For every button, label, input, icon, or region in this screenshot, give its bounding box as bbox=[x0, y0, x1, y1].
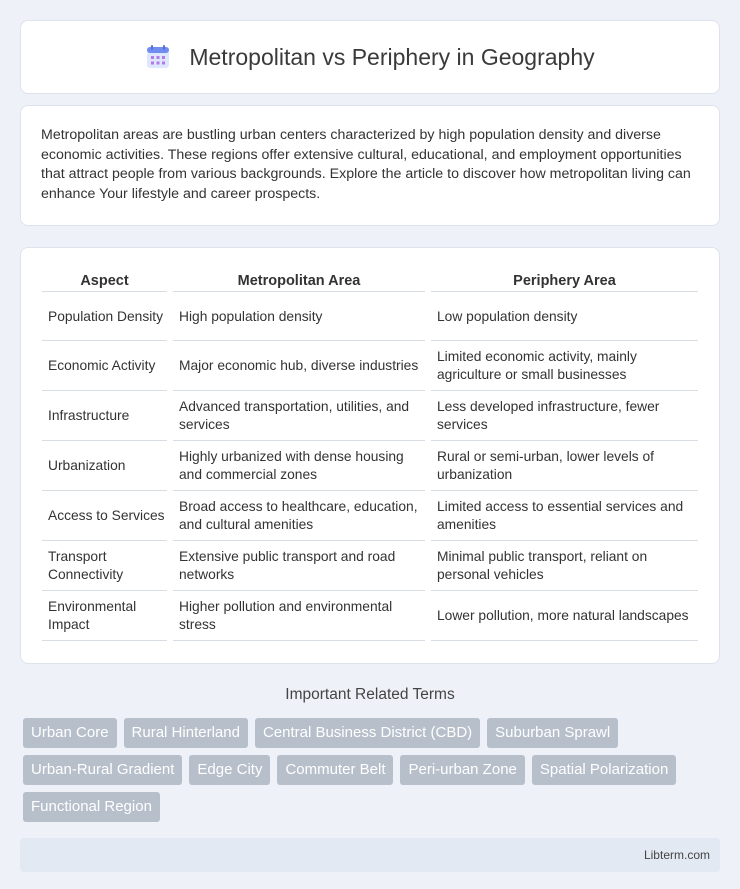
table-row bbox=[42, 341, 698, 391]
table-row bbox=[42, 541, 698, 591]
table-cell-aspect: Environmental Impact bbox=[42, 591, 167, 641]
tag-rural-hinterland[interactable]: Rural Hinterland bbox=[124, 718, 248, 748]
table-row bbox=[42, 491, 698, 541]
table-cell-periphery: Rural or semi-urban, lower levels of urbanization bbox=[431, 441, 698, 491]
tag-spatial-polarization[interactable]: Spatial Polarization bbox=[532, 755, 676, 785]
table-cell-periphery: Lower pollution, more natural landscapes bbox=[431, 591, 698, 641]
table-cell-metropolitan: Higher pollution and environmental stress bbox=[173, 591, 425, 641]
table-cell-periphery: Limited economic activity, mainly agriculture or small businesses bbox=[431, 341, 698, 391]
table-cell-metropolitan: Extensive public transport and road networks bbox=[173, 541, 425, 591]
tag-edge-city[interactable]: Edge City bbox=[189, 755, 270, 785]
table-row bbox=[42, 591, 698, 641]
table-cell-periphery: Less developed infrastructure, fewer services bbox=[431, 391, 698, 441]
comparison-table-card bbox=[20, 247, 720, 664]
table-cell-metropolitan: Major economic hub, diverse industries bbox=[173, 341, 425, 391]
tag-central-business-district[interactable]: Central Business District (CBD) bbox=[255, 718, 480, 748]
table-row bbox=[42, 292, 698, 341]
page-title: Metropolitan vs Periphery in Geography bbox=[189, 43, 595, 70]
column-header-periphery: Periphery Area bbox=[431, 268, 698, 292]
table-cell-aspect: Infrastructure bbox=[42, 391, 167, 441]
column-header-aspect: Aspect bbox=[42, 268, 167, 292]
tag-urban-rural-gradient[interactable]: Urban-Rural Gradient bbox=[23, 755, 182, 785]
table-cell-aspect: Population Density bbox=[42, 292, 167, 341]
table-header-row bbox=[42, 268, 698, 292]
intro-card bbox=[20, 105, 720, 226]
table-cell-aspect: Urbanization bbox=[42, 441, 167, 491]
intro-text: Metropolitan areas are bustling urban centers characterized by high population density and diverse economic activities. These regions offer extensive cultural, educational, and employment opportunities that attract people from various backgrounds. Explore the article to discover how metropolitan living can enhance Your lifestyle and career prospects. bbox=[41, 127, 691, 202]
related-terms-title: Important Related Terms bbox=[285, 686, 455, 703]
tag-commuter-belt[interactable]: Commuter Belt bbox=[277, 755, 393, 785]
column-header-metropolitan: Metropolitan Area bbox=[173, 268, 425, 292]
table-cell-periphery: Limited access to essential services and amenities bbox=[431, 491, 698, 541]
calendar-grid-icon bbox=[145, 44, 171, 70]
related-terms-section bbox=[20, 686, 720, 822]
footer-site-link[interactable]: Libterm.com bbox=[643, 848, 710, 862]
table-cell-metropolitan: High population density bbox=[173, 292, 425, 341]
table-cell-metropolitan: Broad access to healthcare, education, and cultural amenities bbox=[173, 491, 425, 541]
table-cell-periphery: Low population density bbox=[431, 292, 698, 341]
tag-suburban-sprawl[interactable]: Suburban Sprawl bbox=[487, 718, 618, 748]
table-row bbox=[42, 441, 698, 491]
table-cell-metropolitan: Highly urbanized with dense housing and commercial zones bbox=[173, 441, 425, 491]
tag-urban-core[interactable]: Urban Core bbox=[23, 718, 117, 748]
related-terms-tags bbox=[20, 718, 720, 822]
comparison-table bbox=[36, 268, 704, 641]
table-cell-periphery: Minimal public transport, reliant on personal vehicles bbox=[431, 541, 698, 591]
table-cell-aspect: Economic Activity bbox=[42, 341, 167, 391]
tag-peri-urban-zone[interactable]: Peri-urban Zone bbox=[400, 755, 524, 785]
tag-functional-region[interactable]: Functional Region bbox=[23, 792, 160, 822]
table-cell-aspect: Transport Connectivity bbox=[42, 541, 167, 591]
footer bbox=[20, 838, 720, 872]
header-card bbox=[20, 20, 720, 94]
table-cell-metropolitan: Advanced transportation, utilities, and services bbox=[173, 391, 425, 441]
table-row bbox=[42, 391, 698, 441]
table-cell-aspect: Access to Services bbox=[42, 491, 167, 541]
